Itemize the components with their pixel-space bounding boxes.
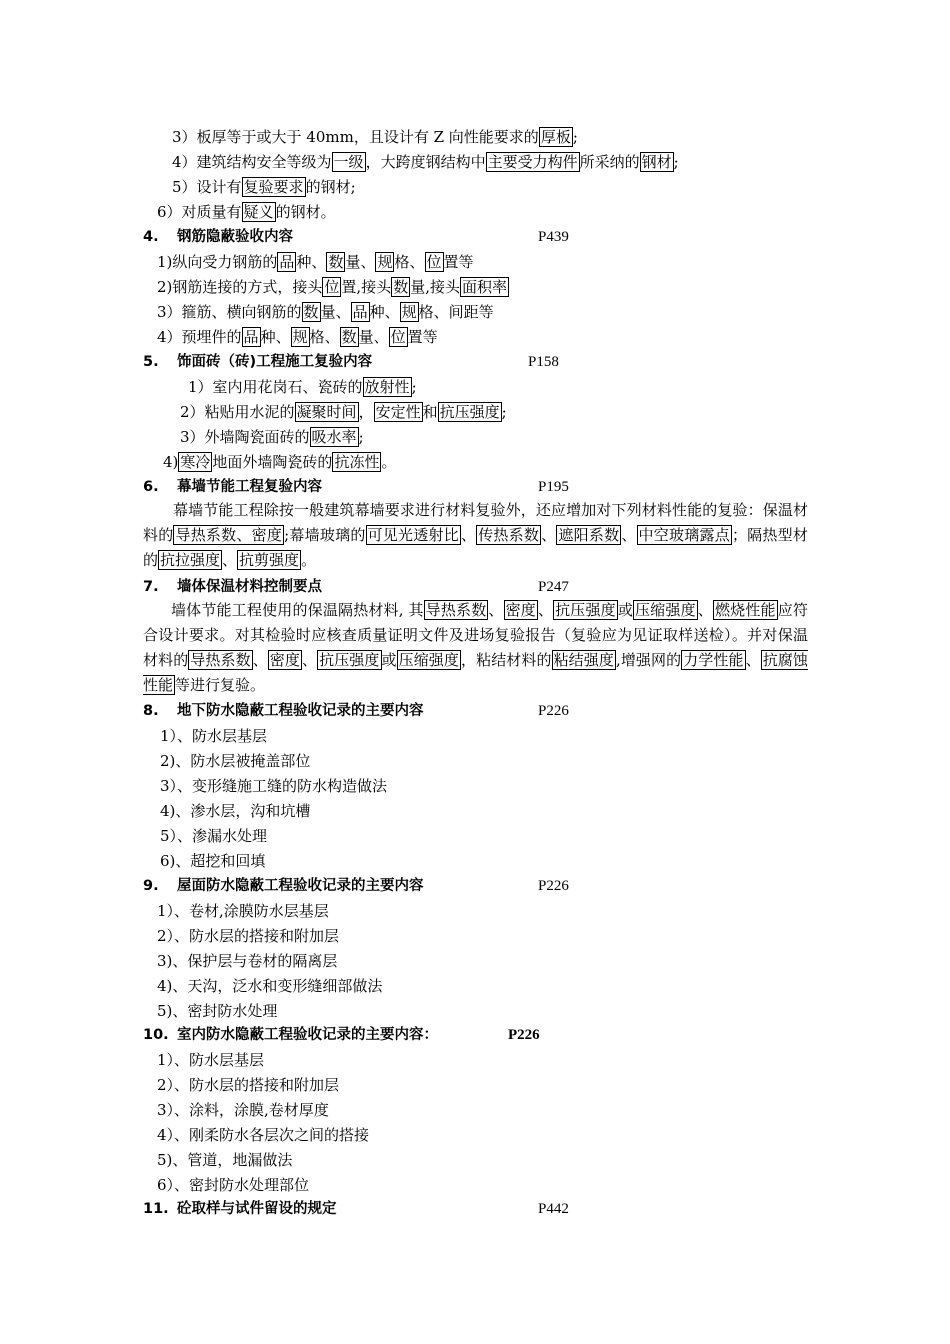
section-heading: 5. 饰面砖（砖)工程施工复验内容 P158 — [143, 354, 559, 370]
section-heading: 8. 地下防水隐蔽工程验收记录的主要内容 P226 — [143, 703, 569, 719]
list-item: 4）、刚柔防水各层次之间的搭接 — [157, 1126, 370, 1144]
list-item: 3）、涂料，涂膜,卷材厚度 — [157, 1101, 329, 1119]
paragraph: 墙体节能工程使用的保温隔热材料, 其 导热系数 、 密度 、 抗压强度 或 压缩强度 、 燃烧性能 应符合设计要求。对其检验时应核查质量证明文件及进场复验报告（复验应为见证取样送检）。并对保温材料的 导热系数 、 密度 、 抗压强度 或 压缩强度 ，粘结材料的 粘结强度 ,增强网的 力学性能 、 抗腐蚀性能 等进行复验。 — [143, 601, 808, 694]
list-item: 2)钢筋连接的方式，接头 位 置,接头 数 量,接头 面积率 — [157, 278, 508, 296]
list-item: 4）预埋件的 品 种、 规 格、 数 量、 位 置等 — [157, 328, 438, 346]
list-item: 3）板厚等于或大于 40mm，且设计有 Z 向性能要求的 厚板 ; — [172, 128, 578, 146]
list-item: 6)、超挖和回填 — [160, 852, 266, 870]
list-item: 1）、卷材,涂膜防水层基层 — [157, 902, 329, 920]
list-item: 5)、密封防水处理 — [157, 1002, 278, 1020]
section-heading: 10. 室内防水隐蔽工程验收记录的主要内容： P226 — [143, 1027, 540, 1043]
list-item: 4）建筑结构安全等级为 一级 ，大跨度钢结构中 主要受力构件 所采纳的 钢材 ; — [172, 153, 679, 171]
paragraph: 幕墙节能工程除按一般建筑幕墙要求进行材料复验外，还应增加对下列材料性能的复验：保温材料的 导热系数、密度 ;幕墙玻璃的 可见光透射比 、 传热系数 、 遮阳系数 、 中空玻璃露点 ；隔热型材的 抗拉强度 、 抗剪强度 。 — [143, 501, 808, 569]
list-item: 2）粘贴用水泥的 凝聚时间 ， 安定性 和 抗压强度 ; — [180, 403, 507, 421]
list-item: 1）、防水层基层 — [157, 1051, 265, 1069]
list-item: 4)、渗水层，沟和坑槽 — [160, 802, 311, 820]
list-item: 2)、防水层被掩盖部位 — [160, 752, 311, 770]
list-item: 4) 寒冷 地面外墙陶瓷砖的 抗冻性 。 — [163, 453, 397, 471]
list-item: 5)、管道，地漏做法 — [157, 1151, 293, 1169]
list-item: 3)、保护层与卷材的隔离层 — [157, 952, 338, 970]
list-item: 3）箍筋、横向钢筋的 数 量、 品 种、 规 格、间距等 — [157, 303, 494, 321]
list-item: 1)纵向受力钢筋的 品 种、 数 量、 规 格、 位 置等 — [157, 253, 474, 271]
list-item: 3）、变形缝施工缝的防水构造做法 — [160, 777, 388, 795]
list-item: 2）、防水层的搭接和附加层 — [157, 1076, 340, 1094]
section-heading: 4. 钢筋隐蔽验收内容 P439 — [143, 229, 569, 245]
section-heading: 7. 墙体保温材料控制要点 P247 — [143, 579, 569, 595]
list-item: 1）、防水层基层 — [160, 727, 268, 745]
list-item: 5）设计有 复验要求 的钢材; — [172, 178, 356, 196]
section-heading: 11. 砼取样与试件留设的规定 P442 — [143, 1201, 569, 1217]
list-item: 5）、渗漏水处理 — [160, 827, 268, 845]
list-item: 4)、天沟，泛水和变形缝细部做法 — [157, 977, 383, 995]
list-item: 6）、密封防水处理部位 — [157, 1176, 310, 1194]
section-heading: 6. 幕墙节能工程复验内容 P195 — [143, 479, 569, 495]
list-item: 6）对质量有 疑义 的钢材。 — [157, 203, 336, 221]
section-heading: 9. 屋面防水隐蔽工程验收记录的主要内容 P226 — [143, 878, 569, 894]
list-item: 1）室内用花岗石、瓷砖的 放射性 ; — [188, 378, 417, 396]
list-item: 2）、防水层的搭接和附加层 — [157, 927, 340, 945]
list-item: 3）外墙陶瓷面砖的 吸水率 ; — [180, 428, 364, 446]
